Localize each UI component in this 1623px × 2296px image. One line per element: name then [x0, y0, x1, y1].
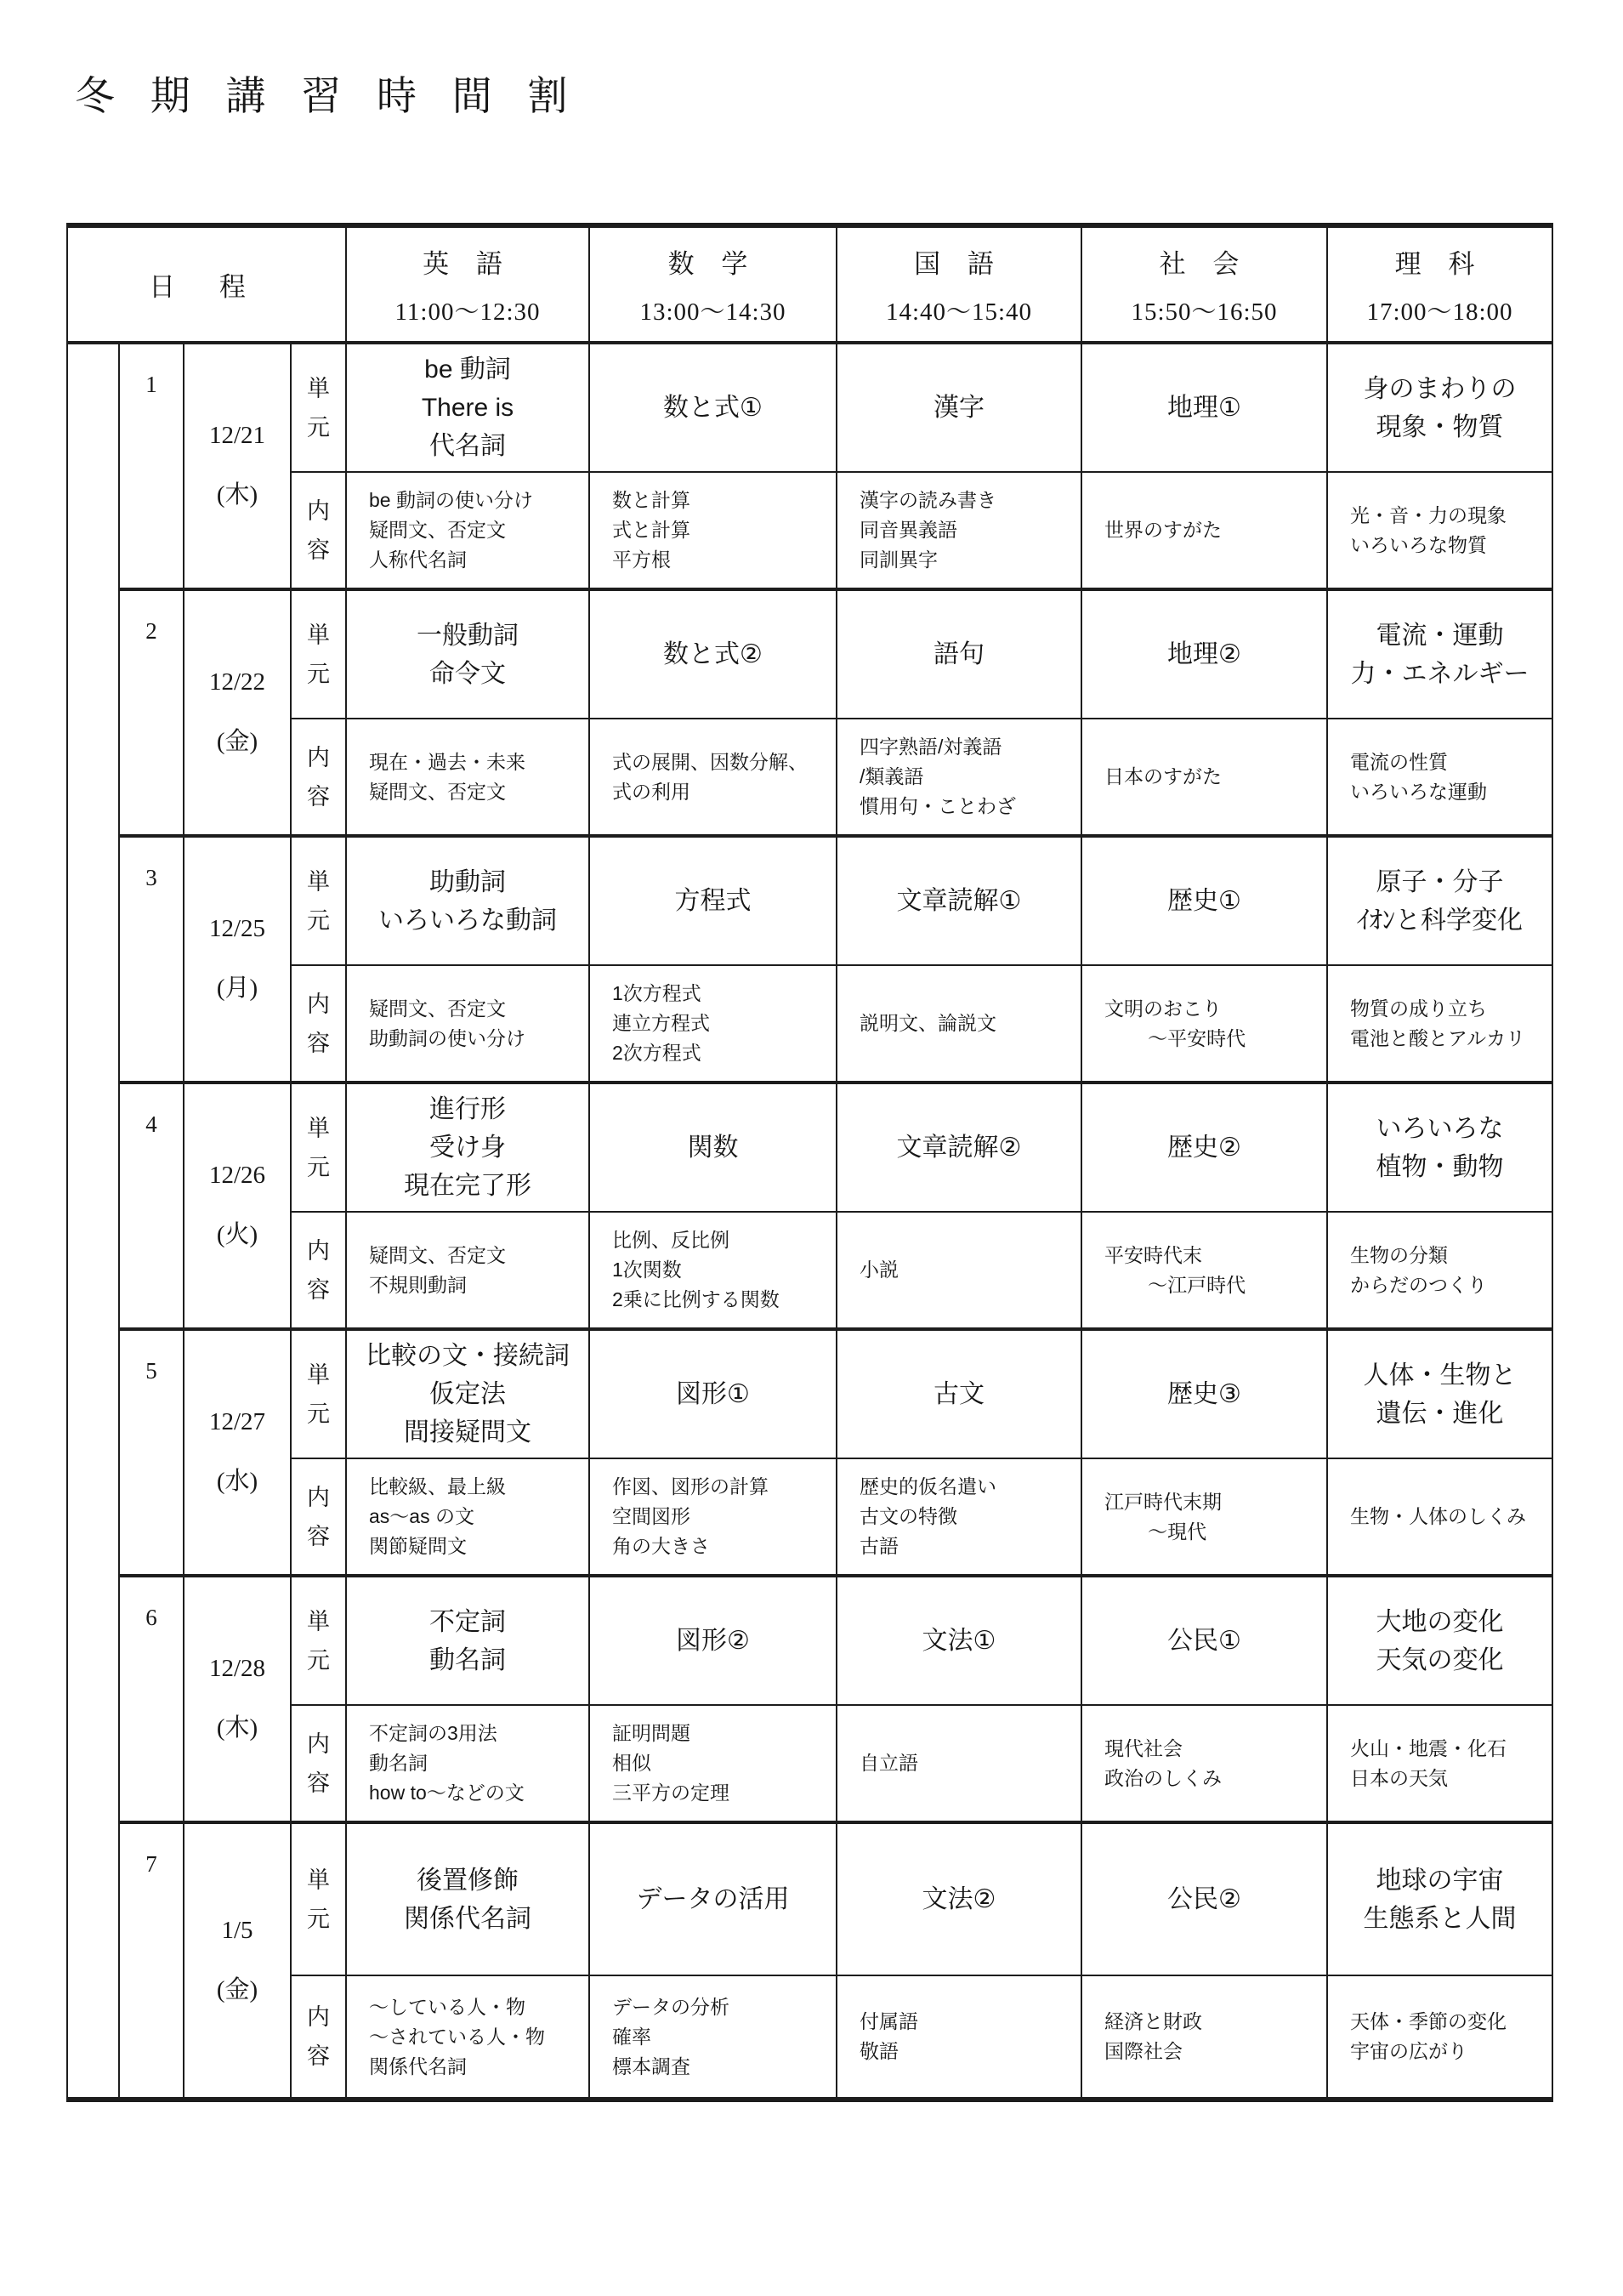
subject-name: 数 学 — [667, 248, 758, 279]
unit-cell-science: 原子・分子 ｲｵﾝと科学変化 — [1327, 836, 1552, 965]
day-2-unit-row — [67, 589, 1552, 719]
day-number-cell: 5 — [119, 1329, 184, 1576]
row-label-unit: 単 元 — [291, 1576, 346, 1705]
content-cell-math: 証明問題 相似 三平方の定理 — [589, 1705, 837, 1822]
day-4-unit-row — [67, 1083, 1552, 1212]
row-label-unit: 単 元 — [291, 1329, 346, 1458]
content-cell-social: 江戸時代末期 ～現代 — [1081, 1458, 1327, 1576]
unit-cell-science: 人体・生物と 遺伝・進化 — [1327, 1329, 1552, 1458]
gutter-column — [67, 343, 119, 2100]
unit-cell-english: 一般動詞 命令文 — [346, 589, 589, 719]
subject-time: 11:00～12:30 — [394, 298, 541, 326]
unit-cell-math: 数と式② — [589, 589, 837, 719]
row-label-content: 内 容 — [291, 1975, 346, 2100]
day-number-cell: 7 — [119, 1822, 184, 2100]
unit-cell-math: データの活用 — [589, 1822, 837, 1975]
day-number-cell: 2 — [119, 589, 184, 836]
date-header-cell: 日 程 — [67, 225, 346, 343]
row-label-content: 内 容 — [291, 719, 346, 836]
unit-cell-english: be 動詞 There is 代名詞 — [346, 343, 589, 472]
subject-header-social — [1081, 225, 1327, 343]
day-5-content-row — [67, 1458, 1552, 1576]
content-cell-social: 日本のすがた — [1081, 719, 1327, 836]
unit-cell-math: 数と式① — [589, 343, 837, 472]
day-4-content-row — [67, 1212, 1552, 1329]
subject-name: 英 語 — [423, 248, 513, 279]
unit-cell-math: 図形② — [589, 1576, 837, 1705]
day-weekday: (水) — [216, 1468, 258, 1495]
unit-cell-english: 後置修飾 関係代名詞 — [346, 1822, 589, 1975]
subject-time: 15:50～16:50 — [1131, 298, 1278, 326]
subject-header-english — [346, 225, 589, 343]
content-cell-science: 電流の性質 いろいろな運動 — [1327, 719, 1552, 836]
content-cell-social: 世界のすがた — [1081, 472, 1327, 589]
unit-cell-english: 比較の文・接続詞 仮定法 間接疑問文 — [346, 1329, 589, 1458]
content-cell-japanese: 歴史的仮名遣い 古文の特徴 古語 — [837, 1458, 1081, 1576]
day-weekday: (火) — [216, 1221, 258, 1248]
content-cell-math: 数と計算 式と計算 平方根 — [589, 472, 837, 589]
unit-cell-social: 地理① — [1081, 343, 1327, 472]
day-date-cell — [184, 1083, 291, 1329]
day-date: 12/28 — [208, 1655, 266, 1682]
unit-cell-social: 歴史① — [1081, 836, 1327, 965]
day-date-cell — [184, 836, 291, 1083]
day-6-unit-row — [67, 1576, 1552, 1705]
content-cell-japanese: 付属語 敬語 — [837, 1975, 1081, 2100]
content-cell-science: 天体・季節の変化 宇宙の広がり — [1327, 1975, 1552, 2100]
day-weekday: (金) — [216, 728, 258, 755]
content-cell-social: 現代社会 政治のしくみ — [1081, 1705, 1327, 1822]
content-cell-japanese: 説明文、論説文 — [837, 965, 1081, 1083]
unit-cell-japanese: 文章読解① — [837, 836, 1081, 965]
unit-cell-math: 関数 — [589, 1083, 837, 1212]
row-label-content: 内 容 — [291, 1458, 346, 1576]
content-cell-social: 文明のおこり ～平安時代 — [1081, 965, 1327, 1083]
content-cell-math: データの分析 確率 標本調査 — [589, 1975, 837, 2100]
content-cell-science: 火山・地震・化石 日本の天気 — [1327, 1705, 1552, 1822]
row-label-content: 内 容 — [291, 1212, 346, 1329]
subject-header-science — [1327, 225, 1552, 343]
content-cell-english: ～している人・物 ～されている人・物 関係代名詞 — [346, 1975, 589, 2100]
content-cell-english: be 動詞の使い分け 疑問文、否定文 人称代名詞 — [346, 472, 589, 589]
day-7-content-row — [67, 1975, 1552, 2100]
subject-time: 14:40～15:40 — [885, 298, 1033, 326]
unit-cell-english: 助動詞 いろいろな動詞 — [346, 836, 589, 965]
day-weekday: (木) — [216, 481, 258, 509]
content-cell-english: 疑問文、否定文 不規則動詞 — [346, 1212, 589, 1329]
page-title: 冬 期 講 習 時 間 割 — [75, 75, 581, 119]
day-1-content-row — [67, 472, 1552, 589]
content-cell-social: 経済と財政 国際社会 — [1081, 1975, 1327, 2100]
day-number-cell: 6 — [119, 1576, 184, 1822]
row-label-unit: 単 元 — [291, 1083, 346, 1212]
content-cell-math: 式の展開、因数分解、 式の利用 — [589, 719, 837, 836]
day-date: 12/25 — [208, 915, 266, 942]
row-label-unit: 単 元 — [291, 589, 346, 719]
day-number-cell: 1 — [119, 343, 184, 589]
unit-cell-japanese: 文章読解② — [837, 1083, 1081, 1212]
unit-cell-english: 進行形 受け身 現在完了形 — [346, 1083, 589, 1212]
day-date: 12/22 — [208, 668, 266, 696]
unit-cell-social: 公民① — [1081, 1576, 1327, 1705]
unit-cell-math: 図形① — [589, 1329, 837, 1458]
day-1-unit-row — [67, 343, 1552, 472]
unit-cell-japanese: 文法① — [837, 1576, 1081, 1705]
unit-cell-japanese: 漢字 — [837, 343, 1081, 472]
day-date: 12/27 — [208, 1408, 266, 1435]
subject-header-japanese — [837, 225, 1081, 343]
unit-cell-science: 電流・運動 力・エネルギー — [1327, 589, 1552, 719]
day-5-unit-row — [67, 1329, 1552, 1458]
day-weekday: (金) — [216, 1975, 258, 2003]
row-label-content: 内 容 — [291, 1705, 346, 1822]
unit-cell-english: 不定詞 動名詞 — [346, 1576, 589, 1705]
unit-cell-social: 歴史③ — [1081, 1329, 1327, 1458]
content-cell-math: 1次方程式 連立方程式 2次方程式 — [589, 965, 837, 1083]
day-date-cell — [184, 1329, 291, 1576]
header-row — [67, 225, 1552, 343]
content-cell-science: 物質の成り立ち 電池と酸とアルカリ — [1327, 965, 1552, 1083]
content-cell-japanese: 小説 — [837, 1212, 1081, 1329]
subject-time: 13:00～14:30 — [639, 298, 786, 326]
content-cell-japanese: 自立語 — [837, 1705, 1081, 1822]
day-date-cell — [184, 589, 291, 836]
unit-cell-science: 地球の宇宙 生態系と人間 — [1327, 1822, 1552, 1975]
unit-cell-science: いろいろな 植物・動物 — [1327, 1083, 1552, 1212]
row-label-unit: 単 元 — [291, 343, 346, 472]
row-label-content: 内 容 — [291, 965, 346, 1083]
day-6-content-row — [67, 1705, 1552, 1822]
content-cell-english: 現在・過去・未来 疑問文、否定文 — [346, 719, 589, 836]
day-weekday: (木) — [216, 1714, 258, 1742]
day-number-cell: 4 — [119, 1083, 184, 1329]
content-cell-science: 光・音・力の現象 いろいろな物質 — [1327, 472, 1552, 589]
content-cell-english: 不定詞の3用法 動名詞 how to～などの文 — [346, 1705, 589, 1822]
day-date: 1/5 — [221, 1916, 253, 1944]
day-number-cell: 3 — [119, 836, 184, 1083]
row-label-unit: 単 元 — [291, 836, 346, 965]
day-date-cell — [184, 1822, 291, 2100]
day-3-unit-row — [67, 836, 1552, 965]
unit-cell-social: 歴史② — [1081, 1083, 1327, 1212]
subject-name: 国 語 — [914, 248, 1004, 279]
unit-cell-science: 身のまわりの 現象・物質 — [1327, 343, 1552, 472]
content-cell-japanese: 漢字の読み書き 同音異義語 同訓異字 — [837, 472, 1081, 589]
row-label-unit: 単 元 — [291, 1822, 346, 1975]
content-cell-social: 平安時代末 ～江戸時代 — [1081, 1212, 1327, 1329]
content-cell-science: 生物・人体のしくみ — [1327, 1458, 1552, 1576]
subject-header-math — [589, 225, 837, 343]
content-cell-math: 比例、反比例 1次関数 2乗に比例する関数 — [589, 1212, 837, 1329]
unit-cell-japanese: 文法② — [837, 1822, 1081, 1975]
unit-cell-science: 大地の変化 天気の変化 — [1327, 1576, 1552, 1705]
subject-time: 17:00～18:00 — [1366, 298, 1513, 326]
winter-course-timetable — [66, 223, 1553, 2102]
day-weekday: (月) — [216, 975, 258, 1002]
content-cell-english: 疑問文、否定文 助動詞の使い分け — [346, 965, 589, 1083]
day-date: 12/26 — [208, 1162, 266, 1189]
day-3-content-row — [67, 965, 1552, 1083]
day-date: 12/21 — [208, 422, 266, 449]
content-cell-english: 比較級、最上級 as～as の文 関節疑問文 — [346, 1458, 589, 1576]
unit-cell-japanese: 語句 — [837, 589, 1081, 719]
content-cell-math: 作図、図形の計算 空間図形 角の大きさ — [589, 1458, 837, 1576]
day-date-cell — [184, 1576, 291, 1822]
unit-cell-japanese: 古文 — [837, 1329, 1081, 1458]
subject-name: 理 科 — [1394, 248, 1485, 279]
subject-name: 社 会 — [1159, 248, 1250, 279]
unit-cell-social: 地理② — [1081, 589, 1327, 719]
day-date-cell — [184, 343, 291, 589]
row-label-content: 内 容 — [291, 472, 346, 589]
content-cell-japanese: 四字熟語/対義語 /類義語 慣用句・ことわざ — [837, 719, 1081, 836]
unit-cell-social: 公民② — [1081, 1822, 1327, 1975]
day-7-unit-row — [67, 1822, 1552, 1975]
content-cell-science: 生物の分類 からだのつくり — [1327, 1212, 1552, 1329]
day-2-content-row — [67, 719, 1552, 836]
unit-cell-math: 方程式 — [589, 836, 837, 965]
